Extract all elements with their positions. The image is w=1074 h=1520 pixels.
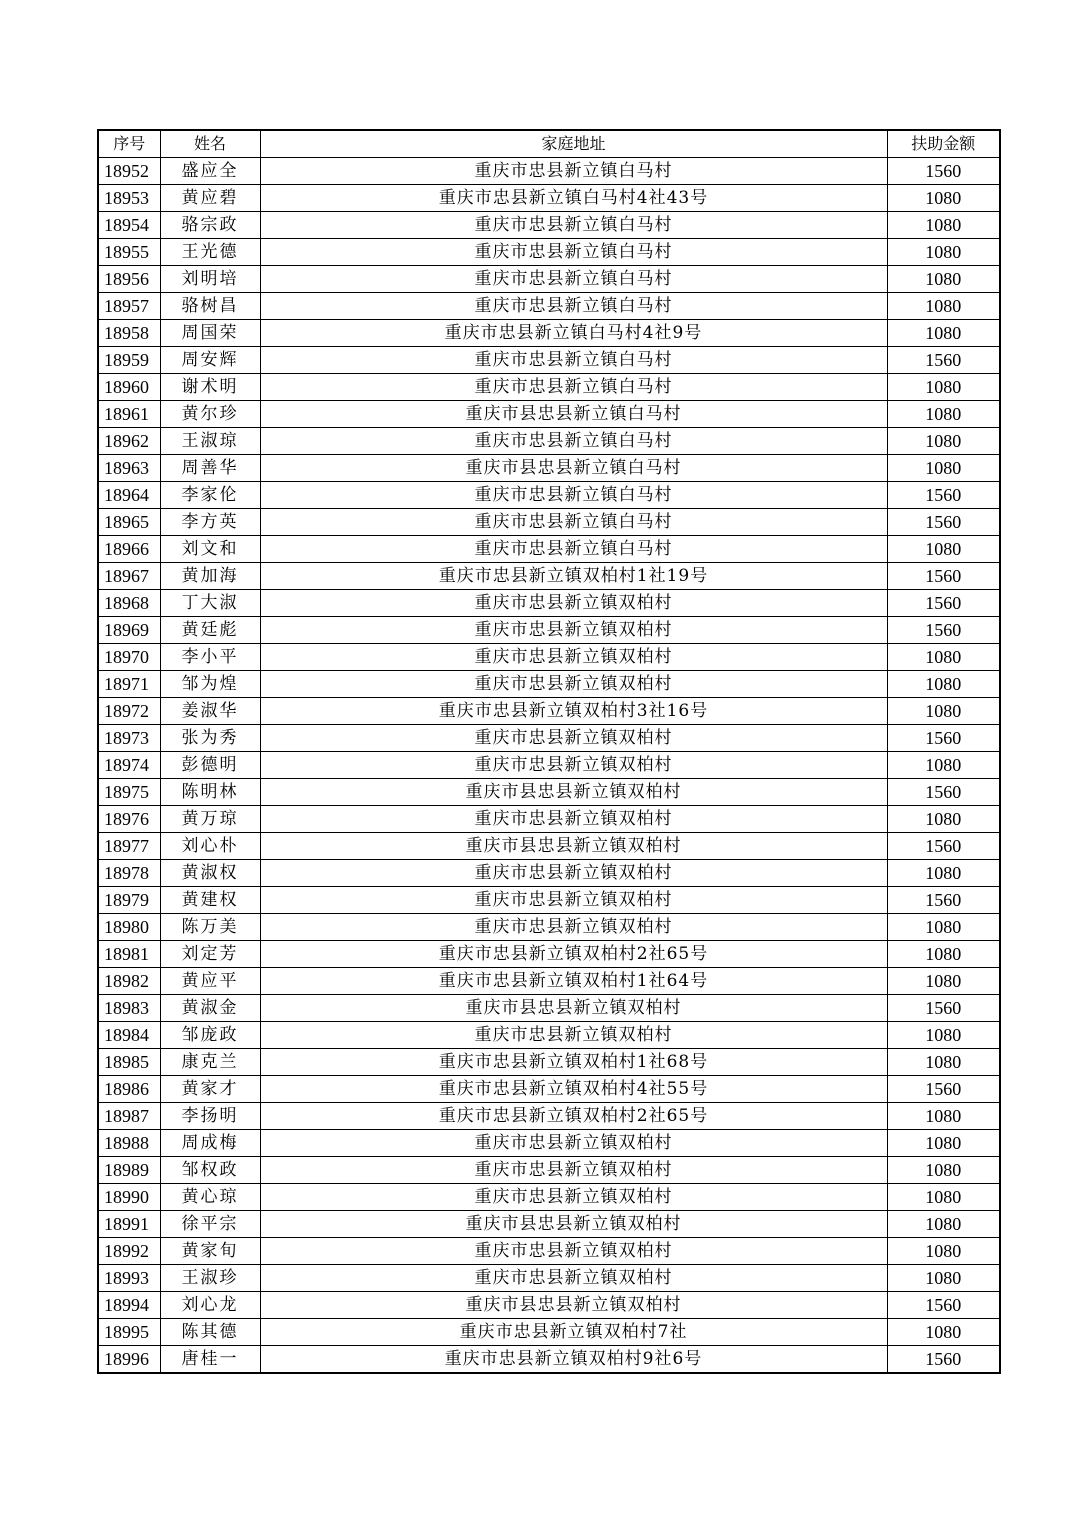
serial-number-cell: 18969: [98, 617, 160, 644]
serial-number-cell: 18977: [98, 833, 160, 860]
name-cell: 李家伦: [160, 482, 260, 509]
name-cell: 李小平: [160, 644, 260, 671]
name-cell: 黄建权: [160, 887, 260, 914]
serial-number-cell: 18991: [98, 1211, 160, 1238]
serial-number-cell: 18974: [98, 752, 160, 779]
table-row: [98, 347, 1000, 374]
table-row: [98, 158, 1000, 185]
address-cell: 重庆市忠县新立镇双柏村: [260, 725, 887, 752]
address-cell: 重庆市忠县新立镇双柏村: [260, 914, 887, 941]
amount-cell: 1080: [887, 698, 1000, 725]
header-home-address: 家庭地址: [260, 130, 887, 158]
name-cell: 黄心琼: [160, 1184, 260, 1211]
serial-number-cell: 18975: [98, 779, 160, 806]
amount-cell: 1080: [887, 644, 1000, 671]
table-row: [98, 1265, 1000, 1292]
amount-cell: 1080: [887, 239, 1000, 266]
name-cell: 刘心龙: [160, 1292, 260, 1319]
table-row: [98, 1292, 1000, 1319]
name-cell: 骆树昌: [160, 293, 260, 320]
address-cell: 重庆市忠县新立镇白马村: [260, 212, 887, 239]
table-row: [98, 1238, 1000, 1265]
address-cell: 重庆市忠县新立镇双柏村1社68号: [260, 1049, 887, 1076]
serial-number-cell: 18988: [98, 1130, 160, 1157]
amount-cell: 1080: [887, 968, 1000, 995]
amount-cell: 1560: [887, 563, 1000, 590]
amount-cell: 1560: [887, 158, 1000, 185]
header-serial-number: 序号: [98, 130, 160, 158]
serial-number-cell: 18954: [98, 212, 160, 239]
amount-cell: 1560: [887, 995, 1000, 1022]
table-row: [98, 671, 1000, 698]
header-assistance-amount: 扶助金额: [887, 130, 1000, 158]
serial-number-cell: 18984: [98, 1022, 160, 1049]
table-row: [98, 320, 1000, 347]
name-cell: 刘定芳: [160, 941, 260, 968]
name-cell: 黄加海: [160, 563, 260, 590]
table-row: [98, 212, 1000, 239]
address-cell: 重庆市忠县新立镇白马村: [260, 239, 887, 266]
amount-cell: 1560: [887, 590, 1000, 617]
serial-number-cell: 18994: [98, 1292, 160, 1319]
address-cell: 重庆市忠县新立镇双柏村: [260, 806, 887, 833]
serial-number-cell: 18962: [98, 428, 160, 455]
name-cell: 周安辉: [160, 347, 260, 374]
name-cell: 黄尔珍: [160, 401, 260, 428]
amount-cell: 1080: [887, 266, 1000, 293]
table-row: [98, 239, 1000, 266]
name-cell: 康克兰: [160, 1049, 260, 1076]
amount-cell: 1560: [887, 833, 1000, 860]
name-cell: 黄淑金: [160, 995, 260, 1022]
serial-number-cell: 18978: [98, 860, 160, 887]
header-row: [98, 130, 1000, 158]
name-cell: 周善华: [160, 455, 260, 482]
name-cell: 陈万美: [160, 914, 260, 941]
table-row: [98, 779, 1000, 806]
serial-number-cell: 18960: [98, 374, 160, 401]
serial-number-cell: 18966: [98, 536, 160, 563]
table-row: [98, 374, 1000, 401]
amount-cell: 1080: [887, 1211, 1000, 1238]
serial-number-cell: 18981: [98, 941, 160, 968]
name-cell: 王淑珍: [160, 1265, 260, 1292]
table-row: [98, 725, 1000, 752]
table-row: [98, 941, 1000, 968]
amount-cell: 1080: [887, 752, 1000, 779]
serial-number-cell: 18955: [98, 239, 160, 266]
table-row: [98, 266, 1000, 293]
table-body: [98, 158, 1000, 1374]
address-cell: 重庆市忠县新立镇双柏村9社6号: [260, 1346, 887, 1374]
table-row: [98, 1049, 1000, 1076]
serial-number-cell: 18992: [98, 1238, 160, 1265]
address-cell: 重庆市忠县新立镇双柏村: [260, 1157, 887, 1184]
table-row: [98, 833, 1000, 860]
serial-number-cell: 18980: [98, 914, 160, 941]
amount-cell: 1560: [887, 509, 1000, 536]
name-cell: 骆宗政: [160, 212, 260, 239]
address-cell: 重庆市县忠县新立镇白马村: [260, 455, 887, 482]
address-cell: 重庆市忠县新立镇双柏村: [260, 590, 887, 617]
amount-cell: 1080: [887, 671, 1000, 698]
amount-cell: 1080: [887, 455, 1000, 482]
address-cell: 重庆市忠县新立镇白马村: [260, 347, 887, 374]
amount-cell: 1080: [887, 212, 1000, 239]
address-cell: 重庆市忠县新立镇双柏村: [260, 644, 887, 671]
name-cell: 刘文和: [160, 536, 260, 563]
table-row: [98, 1211, 1000, 1238]
amount-cell: 1080: [887, 1238, 1000, 1265]
amount-cell: 1560: [887, 617, 1000, 644]
table-row: [98, 293, 1000, 320]
address-cell: 重庆市忠县新立镇双柏村: [260, 860, 887, 887]
serial-number-cell: 18956: [98, 266, 160, 293]
serial-number-cell: 18967: [98, 563, 160, 590]
table-row: [98, 1130, 1000, 1157]
serial-number-cell: 18965: [98, 509, 160, 536]
name-cell: 李扬明: [160, 1103, 260, 1130]
serial-number-cell: 18979: [98, 887, 160, 914]
serial-number-cell: 18982: [98, 968, 160, 995]
address-cell: 重庆市县忠县新立镇双柏村: [260, 1292, 887, 1319]
table-row: [98, 563, 1000, 590]
table-row: [98, 617, 1000, 644]
serial-number-cell: 18985: [98, 1049, 160, 1076]
address-cell: 重庆市忠县新立镇白马村: [260, 482, 887, 509]
amount-cell: 1080: [887, 185, 1000, 212]
serial-number-cell: 18986: [98, 1076, 160, 1103]
serial-number-cell: 18983: [98, 995, 160, 1022]
amount-cell: 1080: [887, 428, 1000, 455]
address-cell: 重庆市忠县新立镇双柏村: [260, 1022, 887, 1049]
amount-cell: 1080: [887, 1103, 1000, 1130]
name-cell: 周国荣: [160, 320, 260, 347]
address-cell: 重庆市忠县新立镇双柏村3社16号: [260, 698, 887, 725]
table-row: [98, 1319, 1000, 1346]
table-row: [98, 1157, 1000, 1184]
address-cell: 重庆市忠县新立镇双柏村: [260, 1130, 887, 1157]
name-cell: 黄万琼: [160, 806, 260, 833]
table-row: [98, 401, 1000, 428]
table-row: [98, 914, 1000, 941]
table-row: [98, 752, 1000, 779]
table-row: [98, 995, 1000, 1022]
amount-cell: 1080: [887, 860, 1000, 887]
amount-cell: 1080: [887, 1319, 1000, 1346]
address-cell: 重庆市忠县新立镇白马村: [260, 293, 887, 320]
serial-number-cell: 18995: [98, 1319, 160, 1346]
serial-number-cell: 18959: [98, 347, 160, 374]
amount-cell: 1080: [887, 374, 1000, 401]
table-row: [98, 860, 1000, 887]
address-cell: 重庆市忠县新立镇双柏村4社55号: [260, 1076, 887, 1103]
serial-number-cell: 18970: [98, 644, 160, 671]
table-row: [98, 1076, 1000, 1103]
serial-number-cell: 18952: [98, 158, 160, 185]
name-cell: 邹为煌: [160, 671, 260, 698]
address-cell: 重庆市忠县新立镇白马村: [260, 158, 887, 185]
serial-number-cell: 18968: [98, 590, 160, 617]
address-cell: 重庆市忠县新立镇双柏村: [260, 1184, 887, 1211]
amount-cell: 1560: [887, 347, 1000, 374]
name-cell: 王光德: [160, 239, 260, 266]
name-cell: 黄淑权: [160, 860, 260, 887]
table-row: [98, 1103, 1000, 1130]
address-cell: 重庆市县忠县新立镇双柏村: [260, 995, 887, 1022]
table-row: [98, 698, 1000, 725]
name-cell: 陈明林: [160, 779, 260, 806]
address-cell: 重庆市忠县新立镇白马村: [260, 428, 887, 455]
serial-number-cell: 18987: [98, 1103, 160, 1130]
serial-number-cell: 18963: [98, 455, 160, 482]
name-cell: 王淑琼: [160, 428, 260, 455]
amount-cell: 1560: [887, 887, 1000, 914]
address-cell: 重庆市忠县新立镇白马村: [260, 509, 887, 536]
amount-cell: 1080: [887, 1049, 1000, 1076]
table-row: [98, 590, 1000, 617]
name-cell: 周成梅: [160, 1130, 260, 1157]
address-cell: 重庆市忠县新立镇白马村: [260, 374, 887, 401]
amount-cell: 1560: [887, 1292, 1000, 1319]
name-cell: 丁大淑: [160, 590, 260, 617]
address-cell: 重庆市忠县新立镇双柏村1社19号: [260, 563, 887, 590]
amount-cell: 1080: [887, 401, 1000, 428]
assistance-table: [97, 129, 1001, 1374]
name-cell: 黄家旬: [160, 1238, 260, 1265]
table-row: [98, 1022, 1000, 1049]
name-cell: 黄家才: [160, 1076, 260, 1103]
amount-cell: 1560: [887, 779, 1000, 806]
amount-cell: 1080: [887, 1130, 1000, 1157]
name-cell: 彭德明: [160, 752, 260, 779]
address-cell: 重庆市忠县新立镇双柏村: [260, 752, 887, 779]
serial-number-cell: 18971: [98, 671, 160, 698]
name-cell: 邹权政: [160, 1157, 260, 1184]
address-cell: 重庆市忠县新立镇双柏村: [260, 617, 887, 644]
amount-cell: 1080: [887, 293, 1000, 320]
serial-number-cell: 18990: [98, 1184, 160, 1211]
name-cell: 邹庞政: [160, 1022, 260, 1049]
table-row: [98, 428, 1000, 455]
name-cell: 刘明培: [160, 266, 260, 293]
table-row: [98, 536, 1000, 563]
table-row: [98, 1346, 1000, 1374]
table-row: [98, 1184, 1000, 1211]
address-cell: 重庆市县忠县新立镇双柏村: [260, 1211, 887, 1238]
serial-number-cell: 18976: [98, 806, 160, 833]
amount-cell: 1080: [887, 914, 1000, 941]
name-cell: 徐平宗: [160, 1211, 260, 1238]
address-cell: 重庆市忠县新立镇双柏村: [260, 887, 887, 914]
address-cell: 重庆市县忠县新立镇白马村: [260, 401, 887, 428]
amount-cell: 1080: [887, 1157, 1000, 1184]
name-cell: 黄廷彪: [160, 617, 260, 644]
address-cell: 重庆市忠县新立镇双柏村2社65号: [260, 1103, 887, 1130]
name-cell: 刘心朴: [160, 833, 260, 860]
name-cell: 姜淑华: [160, 698, 260, 725]
address-cell: 重庆市忠县新立镇双柏村2社65号: [260, 941, 887, 968]
serial-number-cell: 18961: [98, 401, 160, 428]
serial-number-cell: 18957: [98, 293, 160, 320]
address-cell: 重庆市县忠县新立镇双柏村: [260, 833, 887, 860]
table-row: [98, 455, 1000, 482]
amount-cell: 1080: [887, 1265, 1000, 1292]
serial-number-cell: 18989: [98, 1157, 160, 1184]
address-cell: 重庆市忠县新立镇双柏村1社64号: [260, 968, 887, 995]
name-cell: 黄应碧: [160, 185, 260, 212]
table-row: [98, 482, 1000, 509]
name-cell: 李方英: [160, 509, 260, 536]
address-cell: 重庆市忠县新立镇双柏村7社: [260, 1319, 887, 1346]
amount-cell: 1080: [887, 536, 1000, 563]
address-cell: 重庆市忠县新立镇白马村: [260, 536, 887, 563]
address-cell: 重庆市忠县新立镇双柏村: [260, 1238, 887, 1265]
address-cell: 重庆市忠县新立镇双柏村: [260, 1265, 887, 1292]
serial-number-cell: 18973: [98, 725, 160, 752]
address-cell: 重庆市县忠县新立镇双柏村: [260, 779, 887, 806]
serial-number-cell: 18953: [98, 185, 160, 212]
amount-cell: 1080: [887, 941, 1000, 968]
amount-cell: 1560: [887, 1076, 1000, 1103]
name-cell: 唐桂一: [160, 1346, 260, 1374]
amount-cell: 1560: [887, 482, 1000, 509]
serial-number-cell: 18993: [98, 1265, 160, 1292]
table-row: [98, 968, 1000, 995]
address-cell: 重庆市忠县新立镇白马村4社43号: [260, 185, 887, 212]
table-row: [98, 185, 1000, 212]
serial-number-cell: 18972: [98, 698, 160, 725]
amount-cell: 1080: [887, 1184, 1000, 1211]
serial-number-cell: 18958: [98, 320, 160, 347]
name-cell: 谢术明: [160, 374, 260, 401]
address-cell: 重庆市忠县新立镇白马村4社9号: [260, 320, 887, 347]
name-cell: 黄应平: [160, 968, 260, 995]
amount-cell: 1560: [887, 1346, 1000, 1374]
table-row: [98, 509, 1000, 536]
table-row: [98, 887, 1000, 914]
table-row: [98, 806, 1000, 833]
amount-cell: 1080: [887, 1022, 1000, 1049]
name-cell: 张为秀: [160, 725, 260, 752]
serial-number-cell: 18964: [98, 482, 160, 509]
header-name: 姓名: [160, 130, 260, 158]
address-cell: 重庆市忠县新立镇双柏村: [260, 671, 887, 698]
table-row: [98, 644, 1000, 671]
amount-cell: 1560: [887, 725, 1000, 752]
serial-number-cell: 18996: [98, 1346, 160, 1374]
address-cell: 重庆市忠县新立镇白马村: [260, 266, 887, 293]
amount-cell: 1080: [887, 320, 1000, 347]
table-header: [98, 130, 1000, 158]
name-cell: 盛应全: [160, 158, 260, 185]
amount-cell: 1080: [887, 806, 1000, 833]
name-cell: 陈其德: [160, 1319, 260, 1346]
